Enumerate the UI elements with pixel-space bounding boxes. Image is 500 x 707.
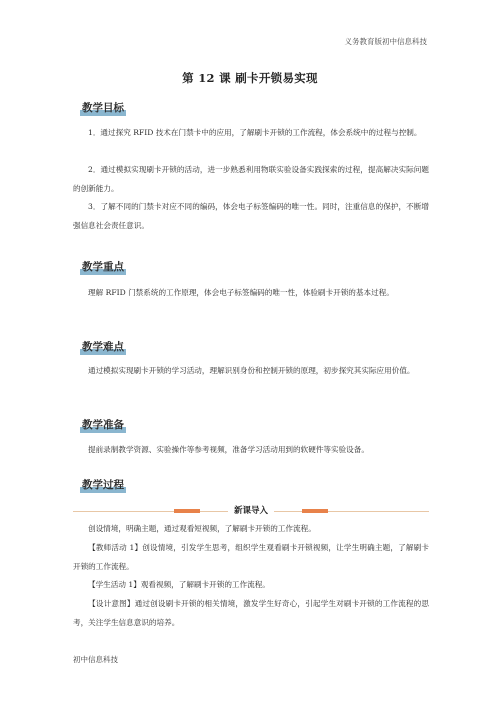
running-head: 义务教育版初中信息科技 [344,37,427,46]
section-heading-preparation: 教学准备 [82,419,124,431]
page-footer: 初中信息科技 [73,655,118,664]
goals-item-1: 1．通过探究 RFID 技术在门禁卡中的应用，了解刷卡开锁的工作流程，体会系统中的过程与控制。 [88,128,422,137]
section-heading-goals: 教学目标 [82,102,124,114]
key-points-text: 理解 RFID 门禁系统的工作原理，体会电子标签编码的唯一性，体验刷卡开锁的基本过程。 [88,288,394,297]
subsection-divider [73,504,429,518]
goals-item-3: 3．了解不同的门禁卡对应不同的编码，体会电子标签编码的唯一性。同时，注重信息的保护，不断增强信息社会责任意识。 [73,202,429,230]
process-paragraph-1: 创设情境，明确主题，通过观看短视频，了解刷卡开锁的工作流程。 [88,524,316,533]
subsection-title: 新课导入 [73,504,429,516]
process-paragraph-3: 【学生活动 1】观看视频，了解刷卡开锁的工作流程。 [88,580,270,589]
difficulties-text: 通过模拟实现刷卡开锁的学习活动，理解识别身份和控制开锁的原理，初步探究其实际应用价值。 [88,366,415,375]
section-heading-process: 教学过程 [82,479,124,491]
process-paragraph-2: 【教师活动 1】创设情境，引发学生思考，组织学生观看刷卡开锁视频，让学生明确主题，了解刷卡开锁的工作流程。 [73,543,429,571]
section-heading-key-points: 教学重点 [82,261,124,273]
preparation-text: 提前录制教学资源、实验操作等参考视频，准备学习活动用到的软硬件等实验设备。 [88,445,369,454]
goals-item-2: 2．通过模拟实现刷卡开锁的活动，进一步熟悉利用物联实验设备实践探索的过程，提高解决实际问题的创新能力。 [73,165,429,193]
process-paragraph-4: 【设计意图】通过创设刷卡开锁的相关情境，激发学生好奇心，引起学生对刷卡开锁的工作流程的思考，关注学生信息意识的培养。 [73,599,429,627]
section-heading-difficulties: 教学难点 [82,341,124,353]
lesson-title: 第 12 课 刷卡开锁易实现 [182,71,318,85]
